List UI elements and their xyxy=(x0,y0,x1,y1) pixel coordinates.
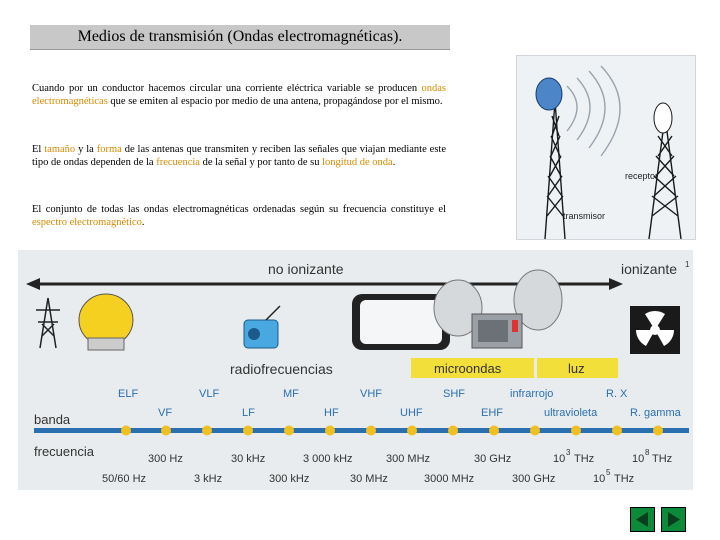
transmitter-dish-icon xyxy=(536,78,562,110)
banda-label: banda xyxy=(34,412,71,427)
freq-10-5-base: 10 xyxy=(593,473,606,485)
p3-text-before: El conjunto de todas las ondas electromagnéticas ordenadas según su frecuencia constituye el xyxy=(32,204,446,215)
band-hf: HF xyxy=(324,407,339,419)
band-bar xyxy=(34,428,689,433)
next-slide-button[interactable] xyxy=(661,507,686,532)
p1-highlight: ondas electromagnéticas xyxy=(32,83,446,107)
freq-10-5-exp: 5 xyxy=(606,468,611,477)
microondas-label: microondas xyxy=(434,361,502,376)
freq-10-8-base: 10 xyxy=(632,453,645,465)
radio-icon xyxy=(244,306,280,348)
ionizante-label: ionizante xyxy=(621,261,678,277)
freq-50-60hz: 50/60 Hz xyxy=(102,473,147,485)
p2-h-frecuencia: frecuencia xyxy=(156,157,200,168)
previous-slide-button[interactable] xyxy=(630,507,655,532)
luz-label: luz xyxy=(568,361,585,376)
band-rx: R. X xyxy=(606,388,628,400)
receiver-dish-icon xyxy=(654,103,672,133)
p2-h-longitud: longitud de onda xyxy=(322,157,393,168)
hairdryer-icon xyxy=(79,294,133,350)
paragraph-2 xyxy=(32,143,446,169)
band-shf: SHF xyxy=(443,388,465,400)
p3-highlight: espectro electromagnético xyxy=(32,217,142,228)
radiation-hazard-icon xyxy=(630,306,680,354)
p2-t2: y la xyxy=(75,144,97,155)
p2-t5: . xyxy=(392,157,396,168)
power-tower-icon xyxy=(36,298,60,348)
band-elf: ELF xyxy=(118,388,139,400)
band-vhf: VHF xyxy=(360,388,382,400)
freq-10-3-base: 10 xyxy=(553,453,566,465)
radiofrecuencias-label: radiofrecuencias xyxy=(230,361,333,377)
band-vlf: VLF xyxy=(199,388,220,400)
p3-text-after: . xyxy=(141,217,145,228)
band-ultravioleta: ultravioleta xyxy=(544,407,598,419)
band-vf: VF xyxy=(158,407,173,419)
ionizante-sup: 1 xyxy=(685,260,690,269)
freq-10-8-unit: THz xyxy=(652,453,673,465)
freq-300mhz: 300 MHz xyxy=(386,453,431,465)
p2-t4: de la señal y por tanto de su xyxy=(199,157,323,168)
microwave-oven-icon xyxy=(472,314,522,348)
band-rgamma: R. gamma xyxy=(630,407,681,419)
freq-3khz: 3 kHz xyxy=(194,473,223,485)
electromagnetic-spectrum-figure xyxy=(18,250,693,490)
p1-text-after: que se emiten al espacio por medio de una antena, propagándose por el mismo. xyxy=(107,96,443,107)
freq-10-3-exp: 3 xyxy=(566,448,571,457)
title-text: Medios de transmisión (Ondas electromagnéticas). xyxy=(77,28,403,45)
band-infrarrojo: infrarrojo xyxy=(510,388,554,400)
freq-10-5-unit: THz xyxy=(614,473,635,485)
freq-30ghz: 30 GHz xyxy=(474,453,512,465)
p2-t3: de las antenas que transmiten y reciben las señales que viajan mediante este tipo de ondas dependen de la xyxy=(32,144,446,168)
freq-3000khz: 3 000 kHz xyxy=(303,453,353,465)
p2-h-forma: forma xyxy=(96,144,122,155)
transmisor-label: transmisor xyxy=(563,211,606,221)
receptor-label: receptor xyxy=(625,171,659,181)
next-arrow-icon xyxy=(662,508,685,531)
freq-10-3-unit: THz xyxy=(574,453,595,465)
freq-300hz: 300 Hz xyxy=(148,453,183,465)
p2-t1: El xyxy=(32,144,45,155)
band-mf: MF xyxy=(283,388,299,400)
paragraph-3 xyxy=(32,203,446,229)
freq-3000mhz: 3000 MHz xyxy=(424,473,475,485)
freq-10-8-exp: 8 xyxy=(645,448,650,457)
band-uhf: UHF xyxy=(400,407,423,419)
page-title xyxy=(30,25,450,50)
no-ionizante-label: no ionizante xyxy=(268,261,344,277)
freq-300ghz: 300 GHz xyxy=(512,473,556,485)
paragraph-1 xyxy=(32,82,446,108)
p2-h-tamano: tamaño xyxy=(44,144,76,155)
antenna-towers-image xyxy=(516,55,696,240)
freq-30khz: 30 kHz xyxy=(231,453,266,465)
freq-300khz: 300 kHz xyxy=(269,473,310,485)
freq-30mhz: 30 MHz xyxy=(350,473,388,485)
p1-text-before: Cuando por un conductor hacemos circular una corriente eléctrica variable se producen xyxy=(32,83,422,94)
band-lf: LF xyxy=(242,407,255,419)
band-ehf: EHF xyxy=(481,407,503,419)
frecuencia-label: frecuencia xyxy=(34,444,94,459)
prev-arrow-icon xyxy=(631,508,654,531)
